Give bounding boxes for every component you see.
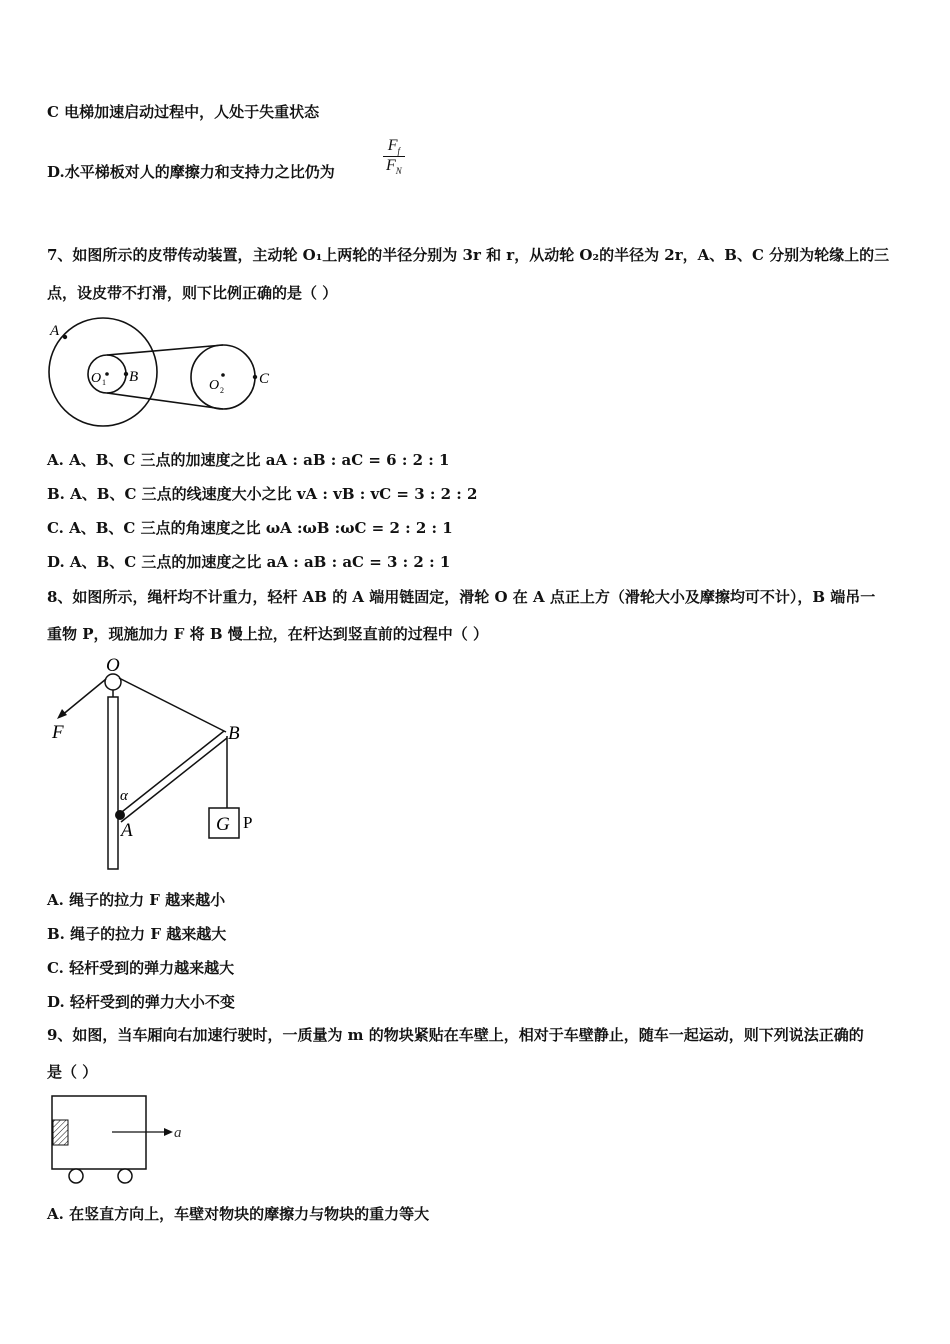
fraction-denominator: $F_N$ [386, 157, 402, 177]
q6-option-d: D.水平梯板对人的摩擦力和支持力之比仍为 [47, 163, 335, 181]
q7-stem-line1: 7、如图所示的皮带传动装置，主动轮 O₁上两轮的半径分别为 3r 和 r，从动轮 O₂的半径为 2r，A、B、C 分别为轮缘上的三 [47, 246, 890, 264]
q6-fraction [383, 137, 405, 176]
q7-option-b: B. A、B、C 三点的线速度大小之比 vA : vB : vC = 3 : 2 : 2 [47, 485, 478, 503]
rod-ab-upper [118, 731, 224, 815]
hinge-a [115, 810, 125, 820]
force-f-arrowhead [57, 709, 67, 719]
label-o2-sub: 2 [220, 386, 224, 395]
vertical-wall-post [108, 697, 118, 869]
point-b-dot [124, 372, 128, 376]
label-g: G [216, 814, 230, 835]
label-a: A [121, 820, 133, 841]
belt-pulley-figure [45, 315, 285, 430]
label-o1-sub: 1 [102, 378, 106, 387]
label-o2: O [209, 378, 220, 393]
wheel-o2 [191, 345, 255, 409]
q6-option-c: C 电梯加速启动过程中，人处于失重状态 [47, 103, 320, 121]
q7-option-d: D. A、B、C 三点的加速度之比 aA : aB : aC = 3 : 2 : 1 [47, 553, 451, 571]
q8-option-b: B. 绳子的拉力 F 越来越大 [47, 925, 227, 943]
q8-stem-line2: 重物 P，现施加力 F 将 B 慢上拉，在杆达到竖直前的过程中（ ） [47, 625, 488, 643]
point-c-dot [253, 375, 257, 379]
q7-option-c: C. A、B、C 三点的角速度之比 ωA :ωB :ωC = 2 : 2 : 1 [47, 519, 453, 537]
force-f-line [61, 679, 106, 716]
label-o: O [106, 655, 120, 676]
q8-option-d: D. 轻杆受到的弹力大小不变 [47, 993, 235, 1011]
fraction-numerator: $F_f$ [383, 137, 405, 157]
train-car-figure [45, 1090, 195, 1186]
q7-option-a: A. A、B、C 三点的加速度之比 aA : aB : aC = 6 : 2 : 1 [47, 451, 450, 469]
label-o1: O [91, 371, 102, 386]
label-b: B [129, 369, 139, 385]
label-alpha: α [120, 788, 128, 804]
label-f: F [52, 722, 64, 743]
rod-pulley-figure [45, 652, 275, 874]
o2-center-dot [221, 373, 225, 377]
label-b: B [228, 723, 240, 744]
q8-stem-line1: 8、如图所示，绳杆均不计重力，轻杆 AB 的 A 端用链固定，滑轮 O 在 A 点正上方（滑轮大小及摩擦均可不计），B 端吊一 [47, 588, 876, 606]
rope-ob [119, 678, 226, 732]
large-wheel-o1 [49, 318, 157, 426]
q8-option-c: C. 轻杆受到的弹力越来越大 [47, 959, 235, 977]
q9-option-a: A. 在竖直方向上，车壁对物块的摩擦力与物块的重力等大 [47, 1205, 430, 1223]
label-p: P [243, 813, 253, 832]
q9-stem-line1: 9、如图，当车厢向右加速行驶时，一质量为 m 的物块紧贴在车壁上，相对于车壁静止，随车一起运动，则下列说法正确的 [47, 1026, 864, 1044]
label-c: C [259, 371, 270, 387]
q9-stem-line2: 是（ ） [47, 1063, 98, 1081]
wheel-left [69, 1169, 83, 1183]
pulley-o [105, 674, 121, 690]
label-a: a [174, 1125, 182, 1141]
wheel-right [118, 1169, 132, 1183]
point-a-dot [63, 335, 67, 339]
acceleration-arrowhead [164, 1128, 173, 1136]
block-m [53, 1120, 68, 1145]
q8-option-a: A. 绳子的拉力 F 越来越小 [47, 891, 226, 909]
o1-center-dot [105, 372, 109, 376]
label-a: A [50, 323, 60, 339]
rod-ab-lower [121, 738, 227, 822]
belt-bottom [107, 393, 223, 409]
q7-stem-line2: 点，设皮带不打滑，则下比例正确的是（ ） [47, 284, 338, 302]
